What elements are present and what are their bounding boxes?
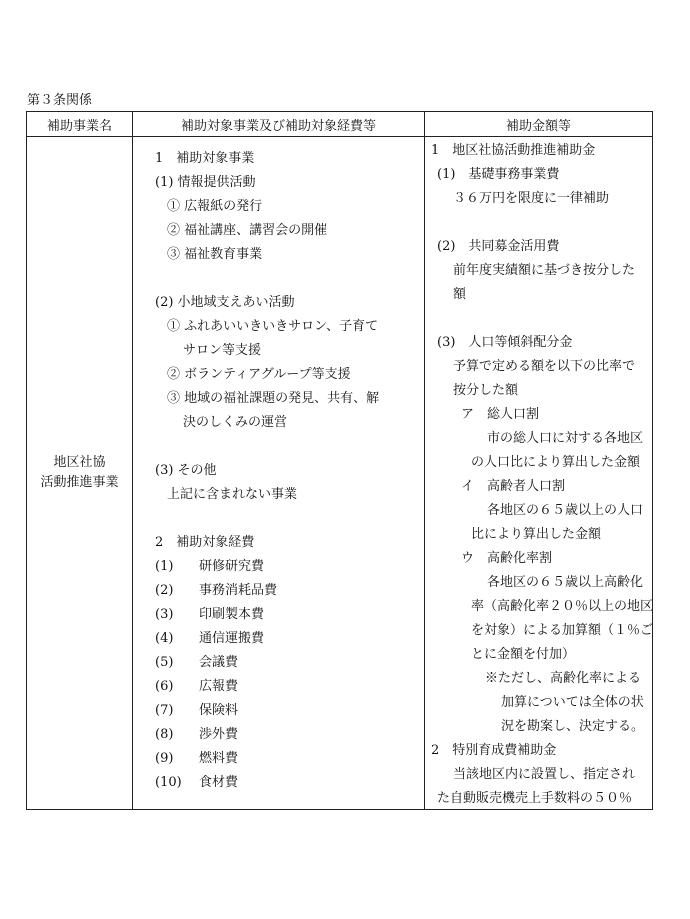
project-name-line2: 活動推進事業: [40, 475, 119, 490]
target-item-2: (2) 小地域支えあい活動: [155, 295, 295, 310]
target-item-1: (1) 情報提供活動: [155, 175, 256, 190]
amount-item-1-desc: ３６万円を限度に一律補助: [453, 191, 610, 206]
amount-sub-u-desc: 各地区の６５歳以上高齢化: [487, 575, 644, 590]
target-item-2-3-cont: 決のしくみの運営: [183, 415, 288, 430]
expense-num: (9): [155, 751, 174, 766]
target-item-3: (3) その他: [155, 463, 217, 478]
header-targets: 補助対象事業及び補助対象経費等: [133, 112, 425, 137]
target-item-2-2: ② ボランティアグループ等支援: [167, 367, 351, 382]
target-section-2: 2 補助対象経費: [155, 535, 255, 550]
document-heading: 第３条関係: [27, 93, 93, 108]
amount-item-2-desc: 前年度実績額に基づき按分した: [453, 263, 636, 278]
expense-num: (8): [155, 727, 174, 742]
project-name-cell: [27, 137, 133, 810]
amount-note: ※ただし、高齢化率による: [485, 671, 642, 686]
amount-section-2: 2 特別育成費補助金: [431, 743, 557, 758]
amount-item-2: (2) 共同募金活用費: [437, 239, 560, 254]
targets-cell: [133, 137, 425, 810]
target-item-1-2: ② 福祉講座、講習会の開催: [167, 223, 328, 238]
subsidy-table: [26, 111, 653, 810]
expense-num: (7): [155, 703, 174, 718]
amount-sub-a-desc: 市の総人口に対する各地区: [487, 431, 644, 446]
target-section-1: 1 補助対象事業: [155, 151, 255, 166]
amount-sub-a-desc-cont: の人口比により算出した金額: [471, 455, 641, 470]
amount-sub-u: ウ 高齢化率割: [461, 551, 553, 566]
table-header-row: [27, 112, 653, 137]
expense-num: (10): [155, 775, 182, 790]
target-item-1-1: ① 広報紙の発行: [167, 199, 263, 214]
table-row: [27, 137, 653, 810]
expense-name: 燃料費: [199, 751, 239, 766]
expense-name: 事務消耗品費: [199, 583, 278, 598]
amount-sub-i-desc: 各地区の６５歳以上の人口: [487, 503, 644, 518]
expense-num: (1): [155, 559, 174, 574]
target-item-2-1-cont: サロン等支援: [183, 343, 262, 358]
amount-section-2-desc-cont: た自動販売機売上手数料の５０％: [437, 791, 633, 806]
expense-name: 印刷製本費: [199, 607, 265, 622]
amount-sub-u-desc-cont: を対象）による加算額（１％ご: [471, 623, 654, 638]
amount-item-1: (1) 基礎事務事業費: [437, 167, 560, 182]
header-project-name: 補助事業名: [27, 112, 133, 137]
amounts-cell: [425, 137, 653, 810]
expense-name: 研修研究費: [199, 559, 265, 574]
target-item-1-3: ③ 福祉教育事業: [167, 247, 263, 262]
header-amounts: 補助金額等: [425, 112, 653, 137]
amount-item-3: (3) 人口等傾斜配分金: [437, 335, 573, 350]
expense-name: 保険料: [199, 703, 239, 718]
amount-section-2-desc: 当該地区内に設置し、指定され: [453, 767, 636, 782]
amount-sub-a: ア 総人口割: [461, 407, 540, 422]
amount-sub-i-desc-cont: 比により算出した金額: [471, 527, 602, 542]
amount-item-3-desc-cont: 按分した額: [453, 383, 519, 398]
amount-sub-i: イ 高齢者人口割: [461, 479, 566, 494]
amount-section-1: 1 地区社協活動推進補助金: [431, 143, 596, 158]
expense-name: 通信運搬費: [199, 631, 265, 646]
amount-sub-u-desc-cont: 率（高齢化率２０％以上の地区: [471, 599, 654, 614]
amount-item-3-desc: 予算で定める額を以下の比率で: [453, 359, 636, 374]
target-item-3-desc: 上記に含まれない事業: [167, 487, 298, 502]
expense-name: 渉外費: [199, 727, 239, 742]
amount-item-2-desc-cont: 額: [453, 287, 467, 302]
expense-num: (6): [155, 679, 174, 694]
expense-num: (3): [155, 607, 174, 622]
expense-num: (2): [155, 583, 174, 598]
amount-note-cont: 況を勘案し、決定する。: [501, 719, 645, 734]
target-item-2-3: ③ 地域の福祉課題の発見、共有、解: [167, 391, 380, 406]
project-name-line1: 地区社協: [53, 455, 106, 470]
amount-sub-u-desc-cont: とに金額を付加）: [471, 647, 576, 662]
expense-name: 食材費: [199, 775, 239, 790]
target-item-2-1: ① ふれあいいきいきサロン、子育て: [167, 319, 379, 334]
amount-note-cont: 加算については全体の状: [501, 695, 644, 710]
expense-name: 会議費: [199, 655, 239, 670]
expense-num: (4): [155, 631, 174, 646]
expense-num: (5): [155, 655, 174, 670]
expense-name: 広報費: [199, 679, 239, 694]
